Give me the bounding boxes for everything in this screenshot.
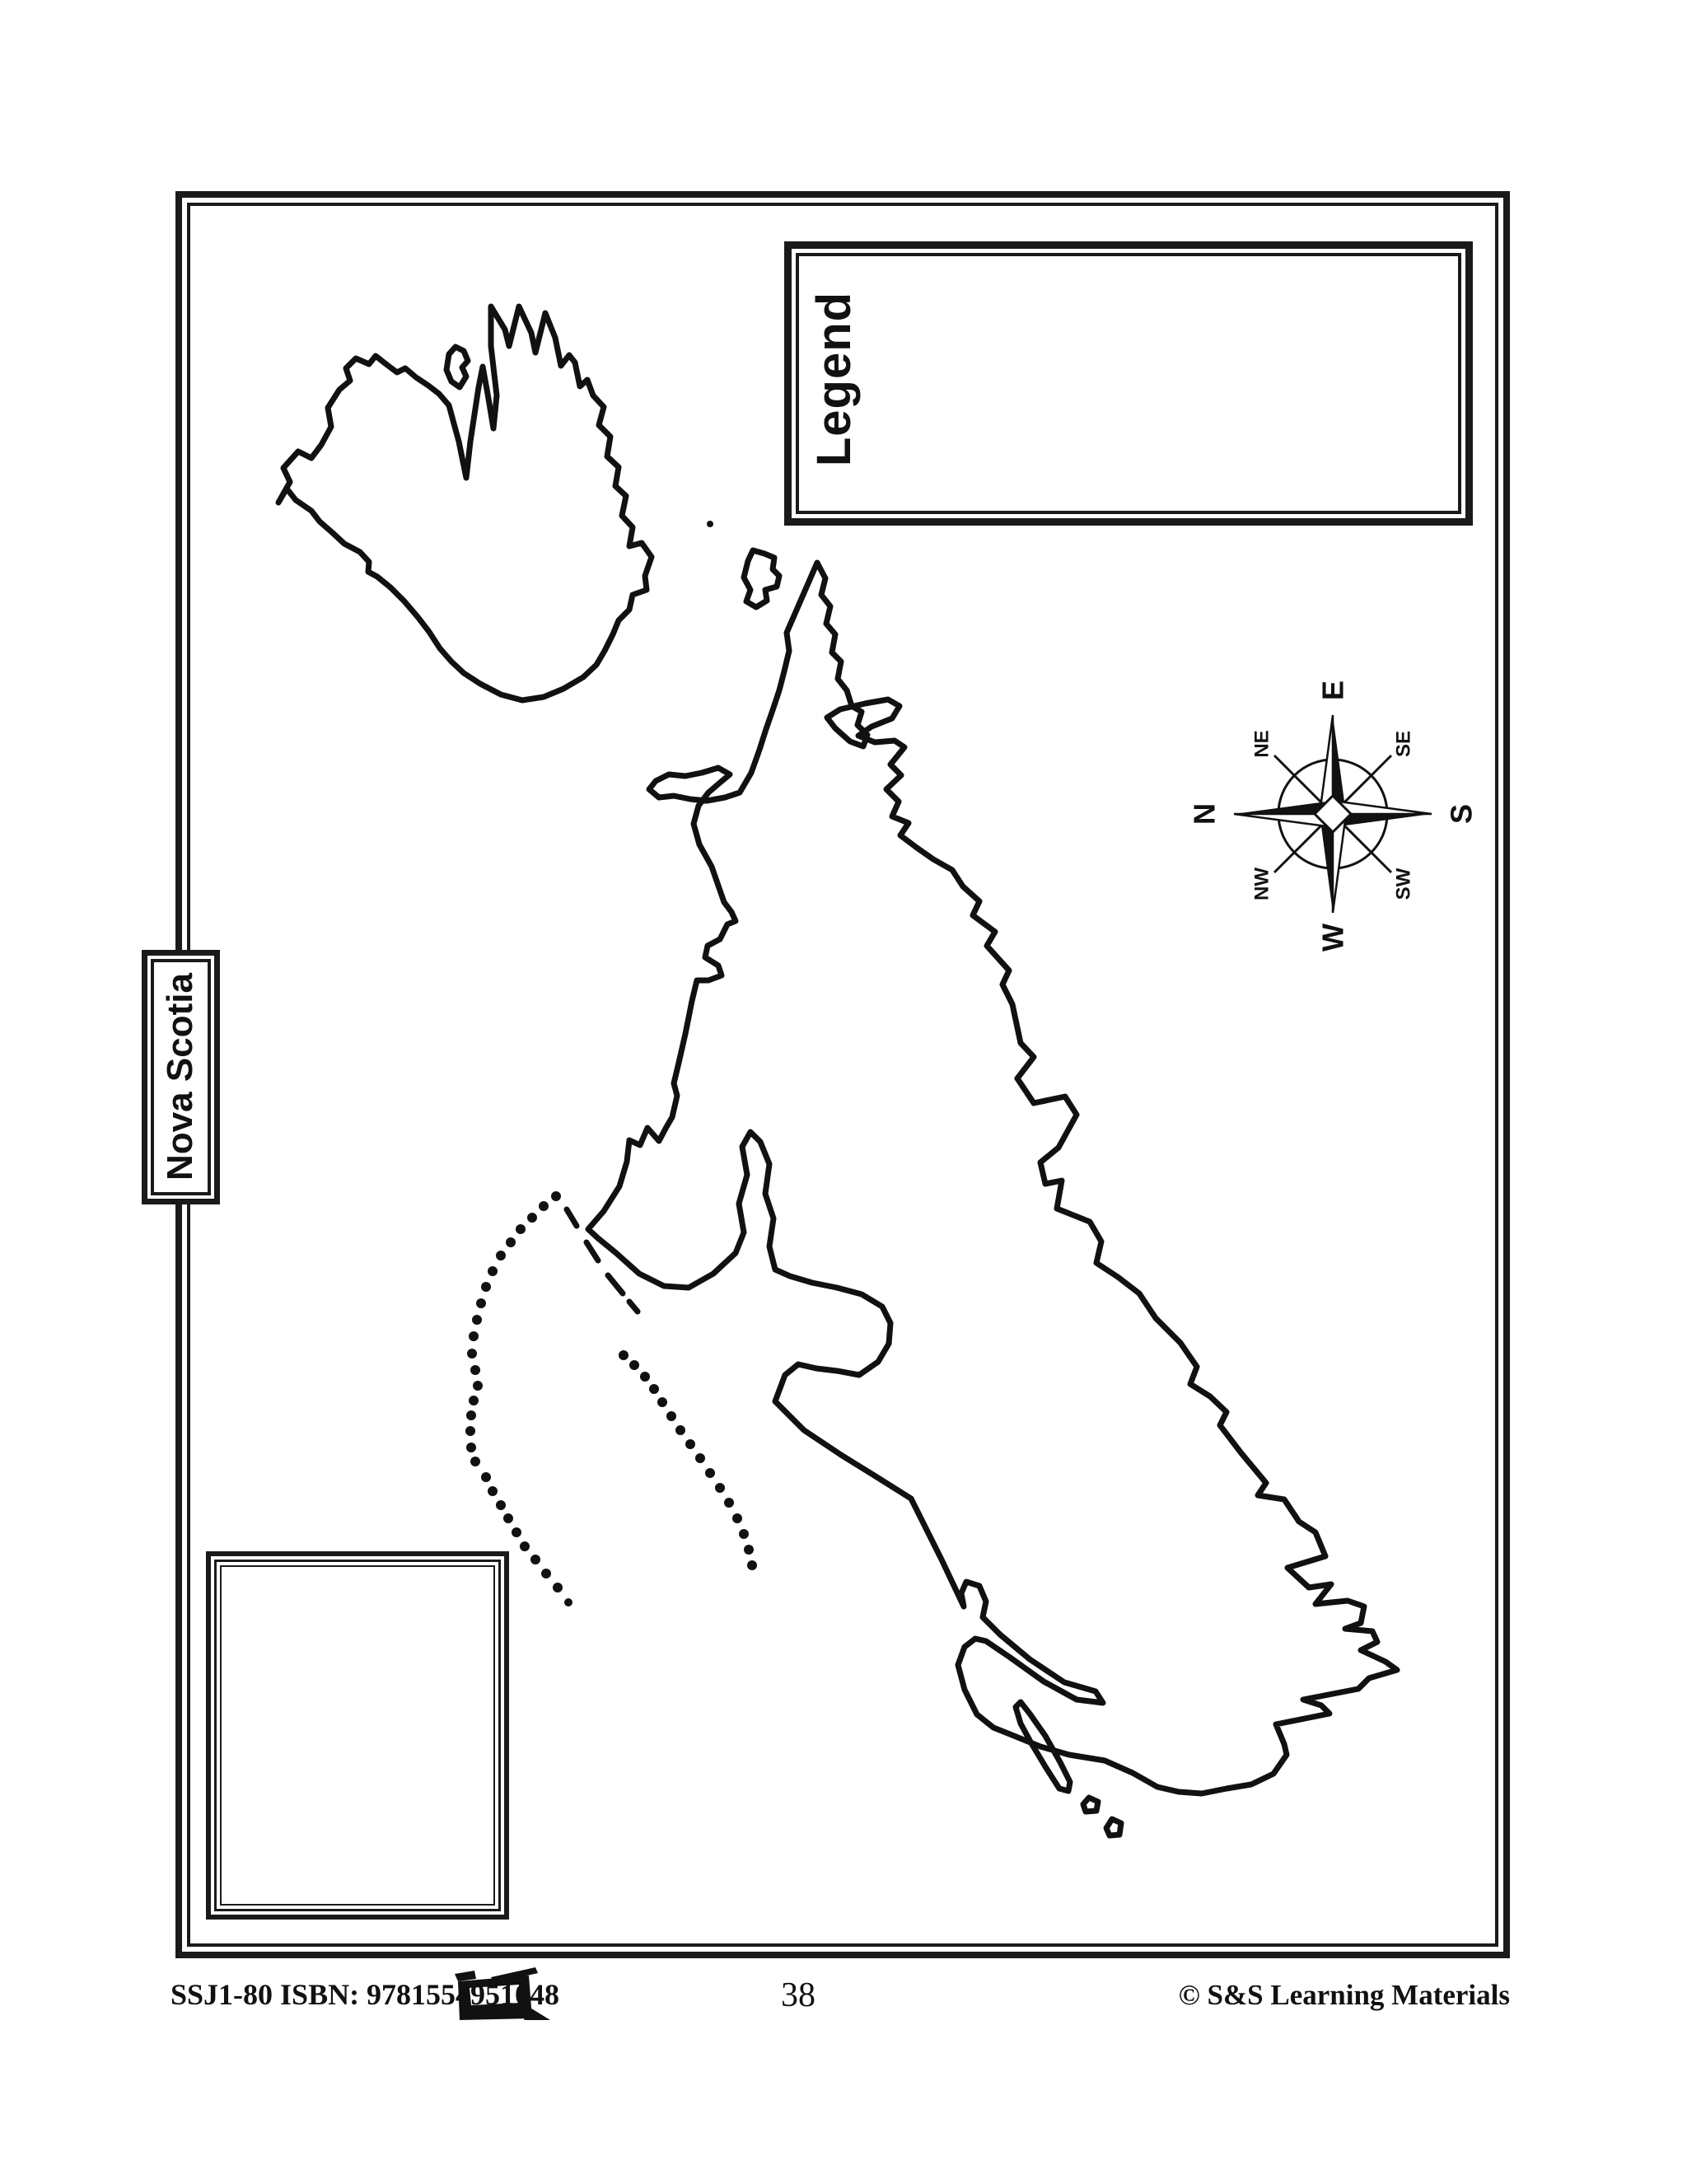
inset-frame-mid-line <box>214 1560 501 1911</box>
mainland-outline <box>588 563 1397 1793</box>
small-islet <box>707 521 713 527</box>
dotted-boundary <box>465 1191 757 1606</box>
inset-frame-inner-line <box>220 1565 495 1906</box>
brier-island <box>1106 1819 1121 1836</box>
compass-label-w: W <box>1315 924 1350 952</box>
compass-label-e: E <box>1315 680 1350 701</box>
page-number: 38 <box>781 1976 815 2014</box>
isle-madame <box>744 550 779 607</box>
footer-isbn: SSJ1-80 ISBN: 9781554951048 <box>171 1978 560 2011</box>
compass-label-sw: SW <box>1392 868 1415 900</box>
inset-frame <box>206 1551 509 1920</box>
cape-north-islet <box>446 347 468 387</box>
page-title: Nova Scotia <box>160 973 200 1181</box>
compass-label-s: S <box>1444 803 1479 825</box>
legend-box-inner-line <box>796 253 1461 514</box>
compass-label-ne: NE <box>1250 730 1273 758</box>
footer-copyright: © S&S Learning Materials <box>1178 1979 1510 2011</box>
compass-label-se: SE <box>1392 730 1415 758</box>
compass-rose-icon <box>1188 680 1479 952</box>
long-island <box>1083 1798 1098 1812</box>
compass-label-n: N <box>1187 803 1222 825</box>
compass-label-nw: NW <box>1250 868 1273 900</box>
legend-box <box>784 241 1473 526</box>
legend-title: Legend <box>806 291 861 467</box>
